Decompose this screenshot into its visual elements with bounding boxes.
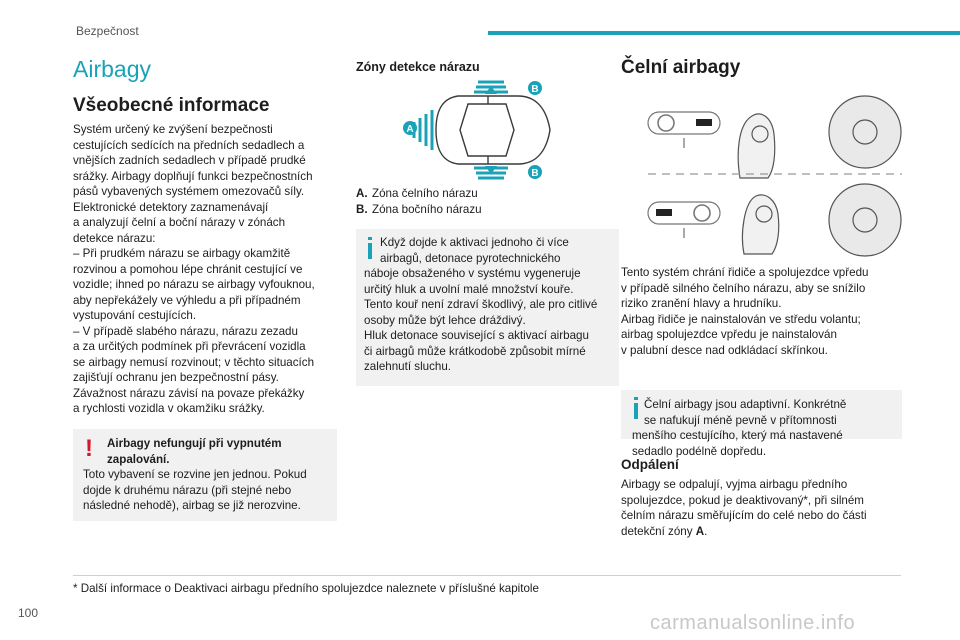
legend-key: A. xyxy=(356,187,368,200)
text-line: Závažnost nárazu závisí na povaze překážky xyxy=(73,386,305,400)
text-line: Hluk detonace související s aktivací airbagu xyxy=(364,329,589,342)
text-fragment: . xyxy=(704,524,708,538)
text-line: se nafukují méně pevně v přítomnosti xyxy=(644,413,837,427)
text-line: a rychlosti vozidla v okamžiku srážky. xyxy=(73,402,265,415)
page-number: 100 xyxy=(18,606,39,620)
text-line: spolujezdce, pokud je deaktivovaný*, při silném xyxy=(621,493,864,507)
text-line: aby nepřekážely ve výhledu a při případném xyxy=(73,293,301,307)
text-line: a analyzují čelní a boční nárazy v zónách xyxy=(73,216,286,229)
zones-legend xyxy=(356,186,482,218)
text-line xyxy=(621,524,906,540)
header-section-label: Bezpečnost xyxy=(76,24,139,38)
text-line: zajišťují ochranu jen bezpečnostní pásy. xyxy=(73,371,279,384)
general-heading: Všeobecné informace xyxy=(73,95,270,116)
warning-body xyxy=(83,467,331,514)
text-line: se airbagy nemusí rozvinout; v těchto situacích xyxy=(73,355,315,369)
text-line: v případě silného čelního nárazu, aby se snížilo xyxy=(621,281,866,295)
header-accent-bar xyxy=(488,31,960,35)
text-line: Airbagy se odpalují, vyjma airbagu předního xyxy=(621,478,848,491)
text-line: a za určitých podmínek při převrácení vozidla xyxy=(73,340,306,353)
legend-key: B. xyxy=(356,203,368,216)
text-line: osoby může být lehce dráždivý. xyxy=(364,313,526,327)
warning-icon: ! xyxy=(85,435,93,462)
text-line: Tento kouř není zdraví škodlivý, ale pro citlivé xyxy=(364,298,598,311)
marker-b-label: B xyxy=(531,84,539,95)
footnote: * Další informace o Deaktivaci airbagu předního spolujezdce naleznete v příslušné kapitole xyxy=(73,582,539,595)
text-line: čelním nárazu směřujícím do celé nebo do části xyxy=(621,509,867,522)
text-line: cestujících sedících na předních sedadlech a xyxy=(73,138,305,152)
dashboard-bottom-icon xyxy=(648,202,720,238)
watermark: carmanualsonline.info xyxy=(650,612,856,634)
zone-ref: A xyxy=(695,524,705,538)
text-line: náboje obsaženého v systému vygeneruje xyxy=(364,267,581,280)
text-line: Systém určený ke zvýšení bezpečnosti xyxy=(73,123,273,136)
text-line: Čelní airbagy jsou adaptivní. Konkrétně xyxy=(644,398,847,411)
front-airbag-diagram xyxy=(640,94,902,258)
text-line: airbagů, detonace pyrotechnického xyxy=(380,251,561,265)
info-adaptive-text xyxy=(632,397,894,459)
car-top-view-icon xyxy=(436,96,550,164)
general-text xyxy=(73,122,337,417)
legend-text: Zóna bočního nárazu xyxy=(372,203,482,216)
text-line: – Při prudkém nárazu se airbagy okamžitě xyxy=(73,247,291,260)
legend-text: Zóna čelního nárazu xyxy=(372,187,478,200)
text-line: sedadlo podélně dopředu. xyxy=(632,444,767,458)
text-line: srážky. Airbagy doplňují funkci bezpečnostních xyxy=(73,169,313,183)
warning-title-line: zapalování. xyxy=(107,452,170,466)
zones-heading: Zóny detekce nárazu xyxy=(356,60,480,74)
text-line: detekce nárazu: xyxy=(73,231,156,245)
marker-a-label: A xyxy=(406,124,414,135)
warning-line: následné nehodě), airbag se již nerozvine. xyxy=(83,499,301,512)
text-line: vystupování cestujících. xyxy=(73,309,197,322)
text-line: menšího cestujícího, který má nastavené xyxy=(632,429,843,442)
text-line: či airbagů může krátkodobě způsobit mírné xyxy=(364,344,586,358)
page-title: Airbagy xyxy=(73,56,151,82)
warning-title xyxy=(107,436,332,467)
occupant-airbag-icon xyxy=(743,184,902,256)
text-line: v palubní desce nad odkládací skřínkou. xyxy=(621,343,828,357)
text-line: airbag spolujezdce vpředu je nainstalován xyxy=(621,328,837,341)
text-line: Když dojde k aktivaci jednoho či více xyxy=(380,236,569,249)
front-airbags-heading: Čelní airbagy xyxy=(621,57,741,78)
legend-item xyxy=(356,186,482,202)
text-line: Tento systém chrání řidiče a spolujezdce vpředu xyxy=(621,266,869,279)
info-noise-text xyxy=(364,235,614,375)
text-line: rozvinou a pomohou lépe chránit cestující ve xyxy=(73,262,303,276)
footnote-divider xyxy=(73,575,901,576)
text-line: Elektronické detektory zaznamenávají xyxy=(73,200,269,214)
marker-b-label: B xyxy=(531,168,539,179)
deploy-text xyxy=(621,477,906,539)
text-line: pásů vybavených systémem omezovačů síly. xyxy=(73,185,305,198)
text-line: určitý hluk a uvolní malé množství kouře. xyxy=(364,282,574,296)
legend-item xyxy=(356,202,482,218)
occupant-airbag-icon xyxy=(738,96,901,178)
warning-line: dojde k druhému nárazu (při stejné nebo xyxy=(83,483,292,497)
text-line: riziko zranění hlavy a hrudníku. xyxy=(621,297,782,310)
text-line: Airbag řidiče je nainstalován ve středu volantu; xyxy=(621,312,861,326)
warning-title-line: Airbagy nefungují při vypnutém xyxy=(107,437,282,450)
text-line: vnějších zadních sedadlech v případě prudké xyxy=(73,154,306,167)
text-line: vozidle; ihned po nárazu se airbagy vyfouknou, xyxy=(73,278,315,291)
text-line: zalehnutí sluchu. xyxy=(364,360,452,373)
text-line: – V případě slabého nárazu, nárazu zezadu xyxy=(73,324,298,338)
warning-line: Toto vybavení se rozvine jen jednou. Pokud xyxy=(83,468,307,481)
text-fragment: detekční zóny xyxy=(621,524,696,538)
impact-zones-diagram xyxy=(396,78,556,182)
dashboard-top-icon xyxy=(648,112,720,148)
deploy-heading: Odpálení xyxy=(621,457,679,472)
front-airbags-text xyxy=(621,265,906,358)
